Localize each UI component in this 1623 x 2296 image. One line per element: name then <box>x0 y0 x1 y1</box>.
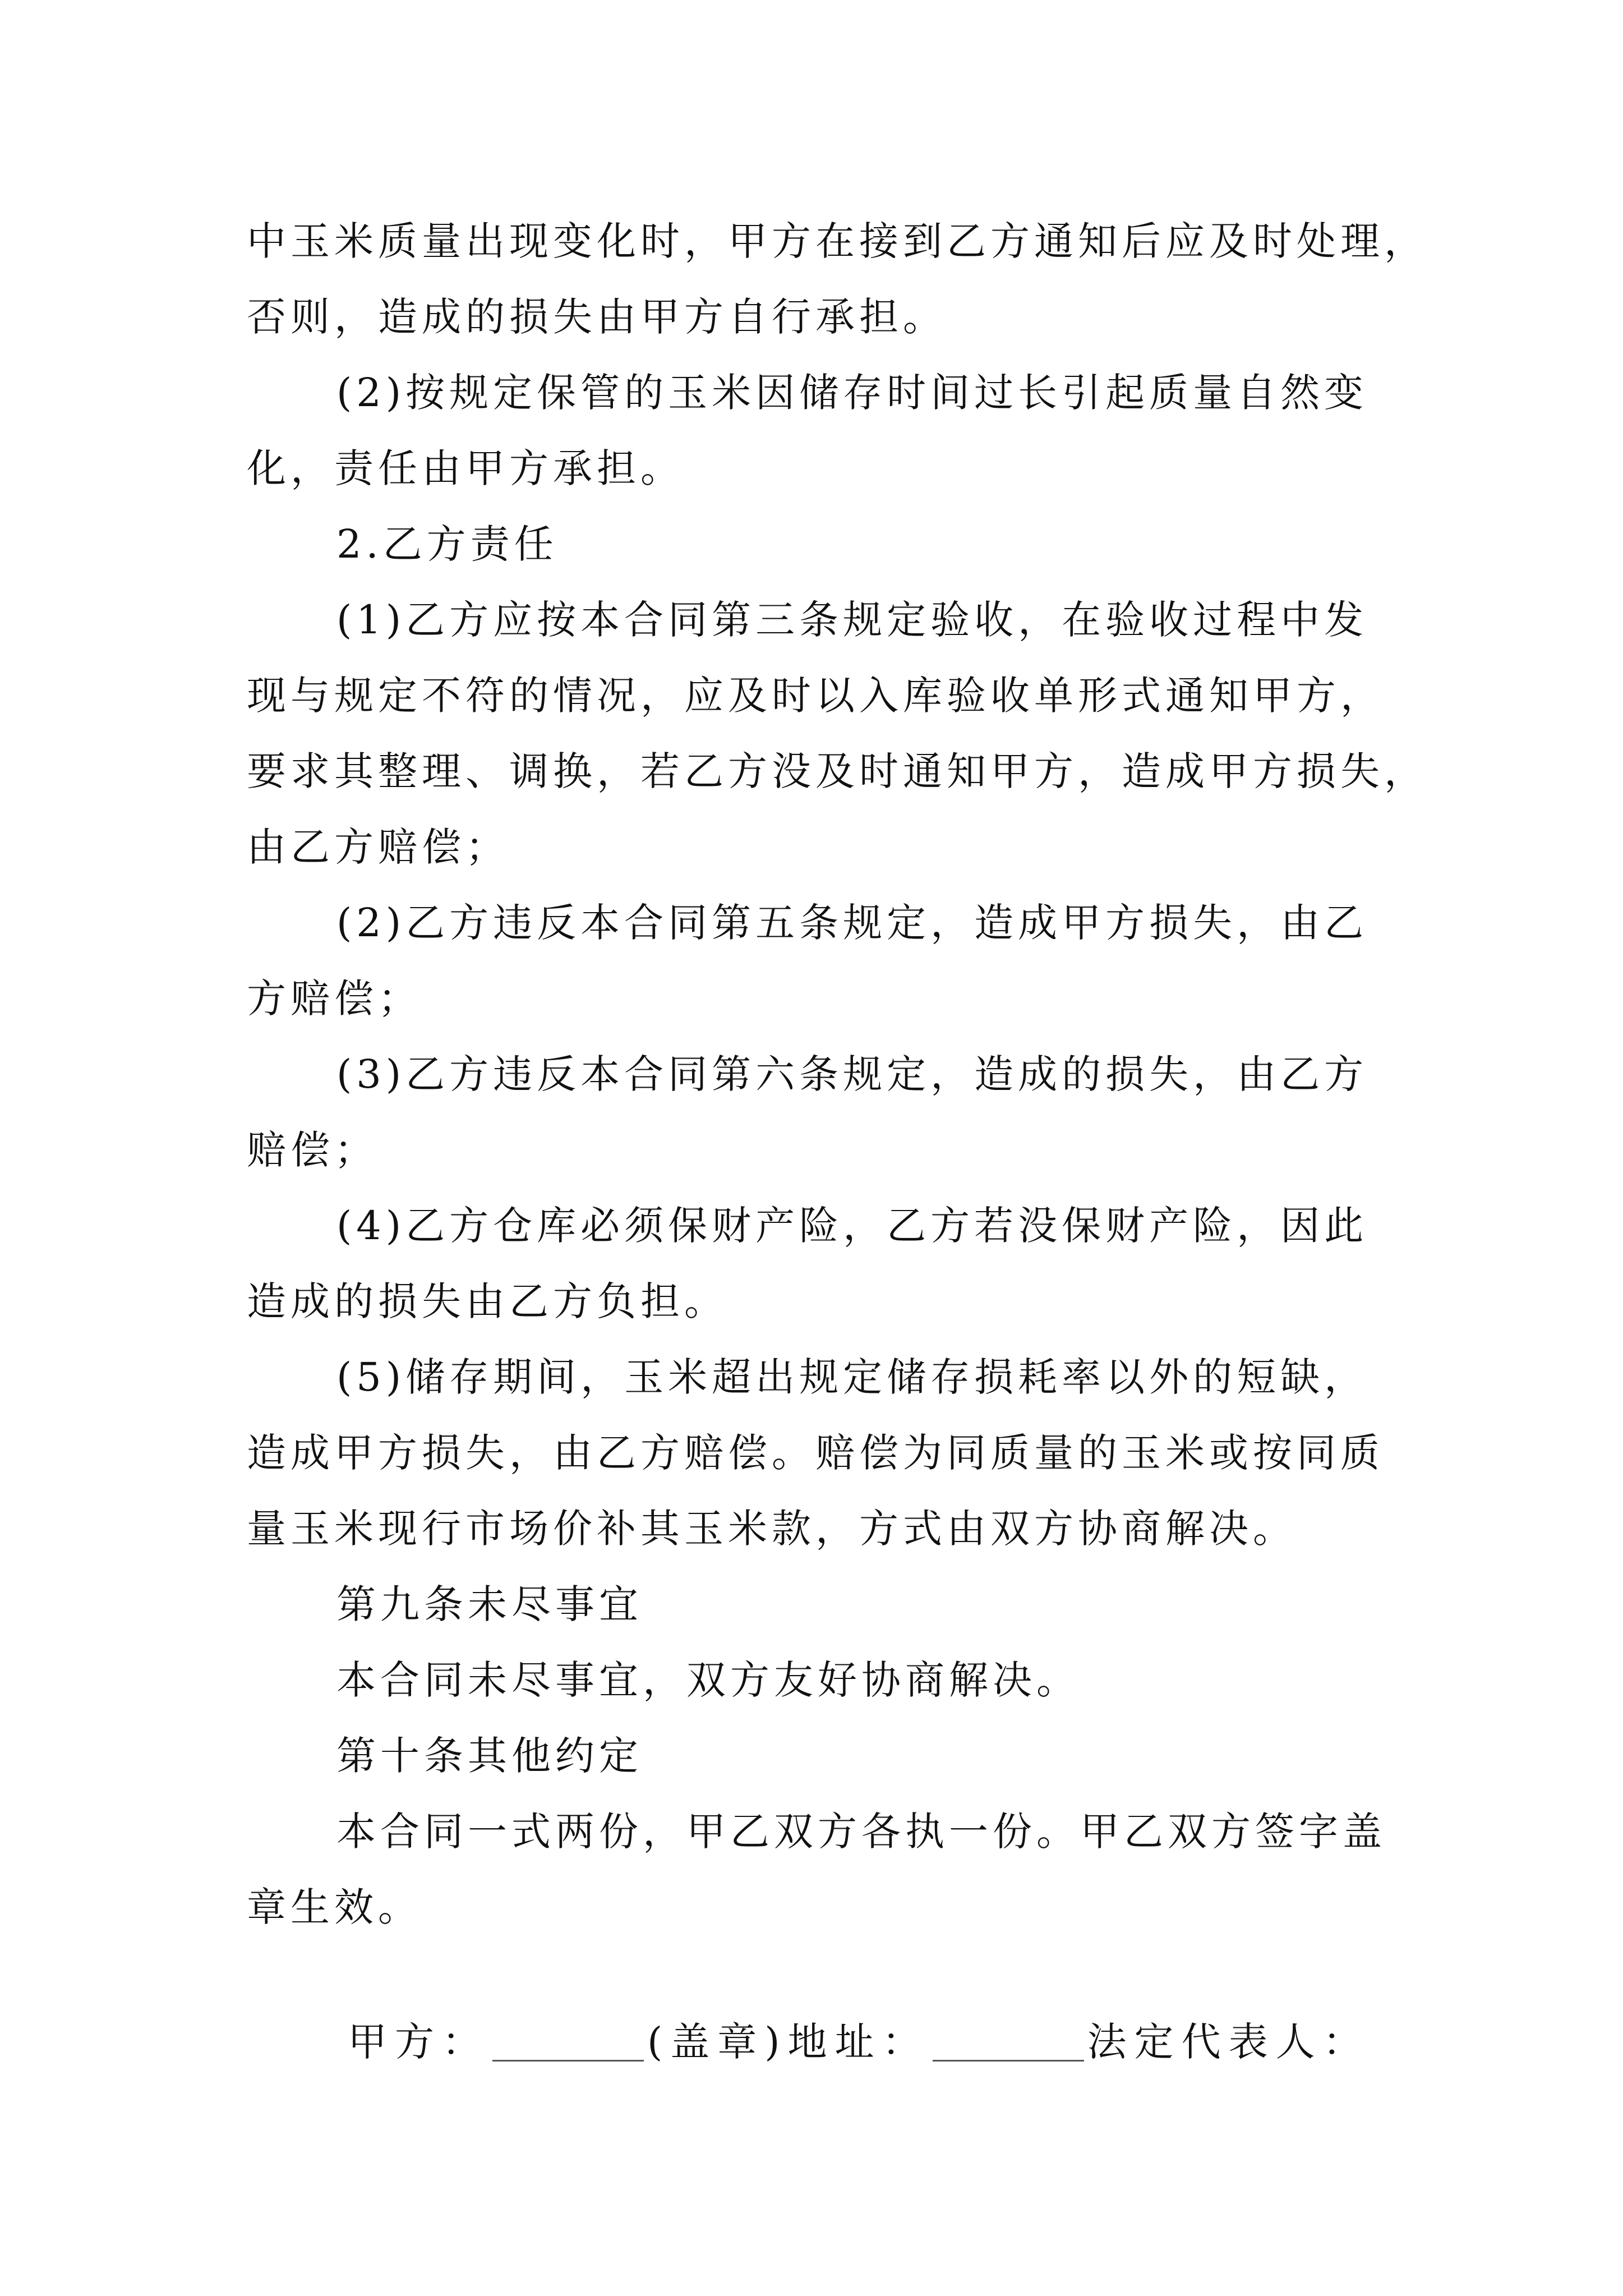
text-line: 章生效。 <box>247 1884 422 1930</box>
text-line: 中玉米质量出现变化时，甲方在接到乙方通知后应及时处理， <box>247 218 1428 264</box>
party-a-blank <box>492 2026 644 2062</box>
seal-address-label: (盖章)地址： <box>647 2019 929 2065</box>
text-line: 量玉米现行市场价补其玉米款，方式由双方协商解决。 <box>247 1506 1297 1552</box>
text-line: 本合同未尽事宜，双方友好协商解决。 <box>336 1657 1080 1703</box>
text-line: 现与规定不符的情况，应及时以入库验收单形式通知甲方， <box>247 673 1384 719</box>
text-line: 本合同一式两份，甲乙双方各执一份。甲乙双方签字盖 <box>336 1809 1386 1855</box>
text-line: 方赔偿； <box>247 976 422 1022</box>
text-line: 化，责任由甲方承担。 <box>247 445 684 491</box>
text-line: 赔偿； <box>247 1127 378 1173</box>
text-line: 否则，造成的损失由甲方自行承担。 <box>247 294 947 340</box>
text-line: (4)乙方仓库必须保财产险，乙方若没保财产险，因此 <box>336 1203 1368 1249</box>
section-heading: 第十条其他约定 <box>336 1733 643 1779</box>
text-line: (1)乙方应按本合同第三条规定验收，在验收过程中发 <box>336 597 1368 643</box>
address-blank <box>933 2026 1084 2062</box>
text-line: 造成的损失由乙方负担。 <box>247 1278 728 1324</box>
section-heading: 第九条未尽事宜 <box>336 1581 643 1627</box>
party-a-label: 甲方： <box>348 2019 489 2065</box>
section-heading: 2.乙方责任 <box>336 521 558 567</box>
text-line: (5)储存期间，玉米超出规定储存损耗率以外的短缺， <box>336 1354 1368 1400</box>
text-line: (2)乙方违反本合同第五条规定，造成甲方损失，由乙 <box>336 900 1368 946</box>
text-line: (2)按规定保管的玉米因储存时间过长引起质量自然变 <box>336 370 1368 416</box>
text-line: (3)乙方违反本合同第六条规定，造成的损失，由乙方 <box>336 1051 1368 1097</box>
text-line: 要求其整理、调换，若乙方没及时通知甲方，造成甲方损失， <box>247 748 1428 794</box>
text-line: 造成甲方损失，由乙方赔偿。赔偿为同质量的玉米或按同质 <box>247 1430 1384 1476</box>
signature-line <box>348 2019 1370 2065</box>
legal-rep-label: 法定代表人： <box>1087 2019 1370 2065</box>
text-line: 由乙方赔偿； <box>247 824 509 870</box>
